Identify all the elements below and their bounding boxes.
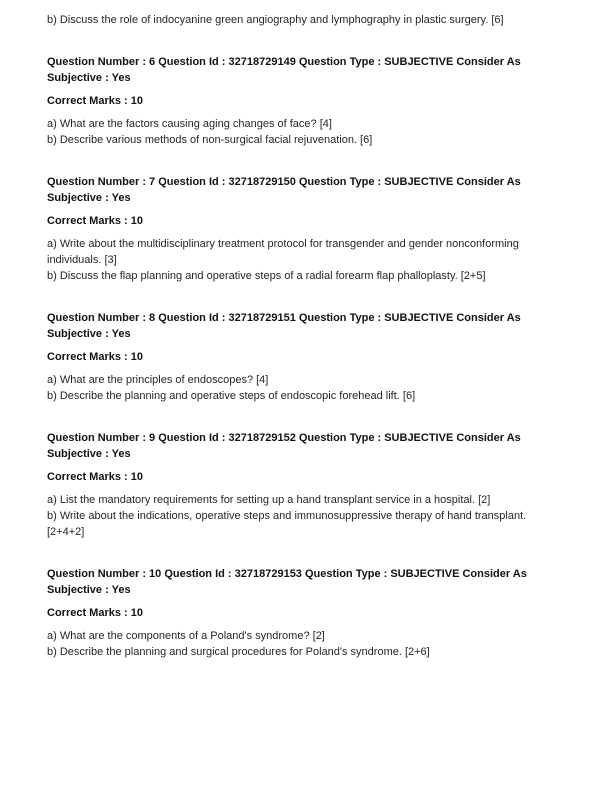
question-marks: Correct Marks : 10 [47, 607, 143, 619]
question-part: a) List the mandatory requirements for setting up a hand transplant service in a hospital. [2] [47, 494, 491, 506]
question-part: b) Write about the indications, operative steps and immunosuppressive therapy of hand transplant. [2+4+2] [47, 510, 527, 538]
question-part: b) Describe the planning and surgical procedures for Poland's syndrome. [2+6] [47, 646, 430, 658]
question-marks: Correct Marks : 10 [47, 471, 143, 483]
question-part: a) What are the factors causing aging changes of face? [4] [47, 118, 332, 130]
question-header: Question Number : 10 Question Id : 32718729153 Question Type : SUBJECTIVE Consider As Subjective : Yes [47, 568, 527, 596]
question-part: a) What are the components of a Poland's syndrome? [2] [47, 630, 325, 642]
question-part: b) Discuss the flap planning and operative steps of a radial forearm flap phalloplasty. [2+5] [47, 270, 486, 282]
question-parts [47, 236, 565, 284]
question-part: a) What are the principles of endoscopes? [4] [47, 374, 269, 386]
question-block [47, 430, 565, 540]
question-header: Question Number : 7 Question Id : 32718729150 Question Type : SUBJECTIVE Consider As Subjective : Yes [47, 176, 521, 204]
question-part: b) Describe various methods of non-surgical facial rejuvenation. [6] [47, 134, 373, 146]
question-block [47, 566, 565, 660]
question-part: b) Discuss the role of indocyanine green angiography and lymphography in plastic surgery. [6] [47, 14, 504, 26]
question-marks: Correct Marks : 10 [47, 351, 143, 363]
question-marks: Correct Marks : 10 [47, 95, 143, 107]
question-header: Question Number : 9 Question Id : 32718729152 Question Type : SUBJECTIVE Consider As Subjective : Yes [47, 432, 521, 460]
question-block [47, 54, 565, 148]
question-header: Question Number : 6 Question Id : 32718729149 Question Type : SUBJECTIVE Consider As Subjective : Yes [47, 56, 521, 84]
question-block [47, 310, 565, 404]
question-parts [47, 492, 565, 540]
question-block [47, 174, 565, 284]
question-parts [47, 372, 565, 404]
question-parts [47, 628, 565, 660]
question-part: b) Describe the planning and operative steps of endoscopic forehead lift. [6] [47, 390, 416, 402]
question-parts [47, 116, 565, 148]
question-part: a) Write about the multidisciplinary treatment protocol for transgender and gender nonconforming individuals. [3] [47, 238, 519, 266]
question-header: Question Number : 8 Question Id : 32718729151 Question Type : SUBJECTIVE Consider As Subjective : Yes [47, 312, 521, 340]
question-marks: Correct Marks : 10 [47, 215, 143, 227]
